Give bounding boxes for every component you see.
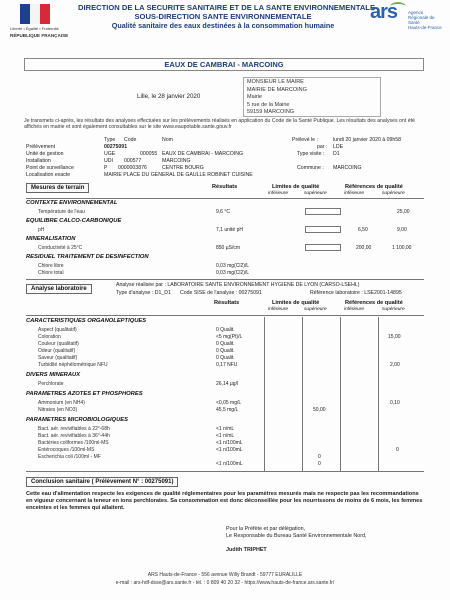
- prelevement-label: Prélèvement: [26, 144, 56, 150]
- param-label: Odeur (qualitatif): [38, 348, 76, 354]
- group-title: RESIDUEL TRAITEMENT DE DESINFECTION: [26, 254, 149, 260]
- point-code: 0000003876: [118, 165, 147, 171]
- header-line-1: DIRECTION DE LA SECURITE SANITAIRE ET DE LA SANTE ENVIRONNEMENTALE: [78, 3, 376, 12]
- param-label: Entérocoques /100ml-MS: [38, 447, 95, 453]
- ars-subtitle-1: Agence Régionale de Santé: [408, 10, 435, 25]
- field-col-result: Résultats: [212, 184, 238, 190]
- param-label: Perchlorate: [38, 381, 64, 387]
- param-label: Bact. aér. revivifiables à 22°-68h: [38, 426, 110, 432]
- group-title: DIVERS MINERAUX: [26, 372, 81, 378]
- param-label: Saveur (qualitatif): [38, 355, 78, 361]
- header-line-3: Qualité sanitaire des eaux destinées à la consommation humaine: [111, 21, 335, 30]
- limit-cell: [305, 226, 341, 233]
- lab-col-ref-low: inférieure: [344, 307, 364, 312]
- field-col-high: supérieure: [304, 191, 327, 196]
- group-title: PARAMETRES MICROBIOLOGIQUES: [26, 417, 128, 423]
- param-label: Ammonium (en NH4): [38, 400, 85, 406]
- limit-cell: [305, 208, 341, 215]
- param-label: Turbidité néphélométrique NFU: [38, 362, 108, 368]
- param-value: 0 Qualit.: [216, 355, 235, 361]
- unite-nom: EAUX DE CAMBRAI - MARCOING: [162, 151, 243, 157]
- param-value: <1 n/100mL: [216, 440, 243, 446]
- group-title: CARACTERISTIQUES ORGANOLEPTIQUES: [26, 318, 147, 324]
- param-value: 0,17 NFU: [216, 362, 238, 368]
- ref-high-value: 9,00: [397, 227, 407, 233]
- limit-high-value: 0: [318, 461, 321, 467]
- param-label: Coloration: [38, 334, 61, 340]
- column-divider: [378, 317, 379, 471]
- param-value: 7,1 unité pH: [216, 227, 243, 233]
- ref-high-value: 1 100,00: [392, 245, 412, 251]
- param-label: pH: [38, 227, 45, 233]
- lab-col-refs: Références de qualité: [345, 300, 403, 306]
- field-col-low: inférieure: [268, 191, 288, 196]
- address-line: 59159 MARCOING: [247, 109, 295, 115]
- param-label: Bact. aér. revivifiables à 36°-44h: [38, 433, 110, 439]
- ref-high-value: 0: [396, 447, 399, 453]
- ref-high-value: 15,00: [388, 334, 401, 340]
- limit-cell: [305, 244, 341, 251]
- lab-type-line: Type d'analyse : D1_D1: [116, 290, 171, 296]
- lab-sise-line: Code SISE de l'analyse : 00275091: [180, 290, 262, 296]
- document-title: EAUX DE CAMBRAI - MARCOING: [24, 58, 424, 71]
- nom-header: Nom: [162, 137, 173, 143]
- param-value: <1 n/100mL: [216, 461, 243, 467]
- lab-col-result: Résultats: [214, 300, 240, 306]
- lab-section-header: Analyse laboratoire: [26, 284, 92, 294]
- ref-low-value: 200,00: [356, 245, 372, 251]
- field-col-ref-high: supérieure: [382, 191, 405, 196]
- footer-contact: e-mail : ars-hdf-dsse@ars.sante.fr - tél. : 0 809 40 20 32 - https://www.hauts-de-france.ars.sante.fr/: [115, 580, 335, 586]
- divider: [26, 198, 424, 199]
- field-col-refs: Références de qualité: [345, 184, 403, 190]
- param-label: Conductivité à 25°C: [38, 245, 83, 251]
- point-nom: CENTRE BOURG: [162, 165, 204, 171]
- field-col-ref-low: inférieure: [344, 191, 364, 196]
- field-col-limits: Limites de qualité: [272, 184, 320, 190]
- signature-line: Pour la Préfète et par délégation,: [226, 526, 306, 532]
- visite-label: Type visite :: [297, 151, 325, 157]
- param-value: 0 Qualit.: [216, 341, 235, 347]
- installation-nom: MARCOING: [162, 158, 191, 164]
- footer-address: ARS Hauts-de-France - 556 avenue Willy Brandt - 59777 EURALILLE: [147, 572, 303, 578]
- ref-high-value: 0,10: [390, 400, 400, 406]
- signature-block: [226, 526, 367, 554]
- ref-high-value: 2,00: [390, 362, 400, 368]
- date-line: Lille, le 28 janvier 2020: [137, 93, 201, 100]
- lab-ref-line: Référence laboratoire : LSE2001-14895: [310, 290, 402, 296]
- lab-col-high: supérieure: [304, 307, 327, 312]
- code-header: Code: [124, 137, 137, 143]
- point-label: Point de surveillance: [26, 165, 74, 171]
- param-value: 0 Qualit.: [216, 348, 235, 354]
- param-value: <1 n/100mL: [216, 447, 243, 453]
- param-value: <5 mg(Pt)/L: [216, 334, 243, 340]
- ref-low-value: 6,50: [358, 227, 368, 233]
- preleve-label: Prélevé le :: [292, 137, 318, 143]
- limit-high-value: 0: [318, 454, 321, 460]
- signatory-name: Judith TRIPHET: [226, 547, 267, 553]
- localisation-label: Localisation exacte: [26, 172, 71, 178]
- recipient-address: [243, 77, 381, 117]
- group-title: PARAMETRES AZOTES ET PHOSPHORES: [26, 391, 143, 397]
- param-value: 9,6 °C: [216, 209, 230, 215]
- installation-type: UDI: [104, 158, 113, 164]
- group-title: CONTEXTE ENVIRONNEMENTAL: [26, 200, 118, 206]
- param-value: <0,05 mg/L: [216, 400, 242, 406]
- param-value: 0,03 mg(Cl2)/L: [216, 270, 250, 276]
- lab-col-ref-high: supérieure: [382, 307, 405, 312]
- commune-label: Commune :: [297, 165, 324, 171]
- param-label: Escherichia coli /100ml - MF: [38, 454, 101, 460]
- unite-code: 000055: [140, 151, 158, 157]
- par-value: LDE: [333, 144, 344, 150]
- ref-high-value: 25,00: [397, 209, 410, 215]
- param-value: 45,5 mg/L: [216, 407, 239, 413]
- installation-label: Installation: [26, 158, 51, 164]
- group-title: MINERALISATION: [26, 236, 76, 242]
- logo-republic: RÉPUBLIQUE FRANÇAISE: [10, 33, 69, 38]
- logo-motto: Liberté • Égalité • Fraternité: [10, 26, 59, 31]
- intro-text: Je transmets ci-après, les résultats des analyses effectuées sur les prélèvements réalisés en application du Code de la Santé Publique. Les résultats des analyses ont été affichés en mairie et sont également consultables sur le site www.eaupotable.sante.gouv.fr: [24, 118, 415, 131]
- ars-subtitle: [408, 10, 444, 30]
- installation-code: 000577: [124, 158, 142, 164]
- conclusion-text: Cette eau d'alimentation respecte les exigences de qualité réglementaires pour les paramètres mesurés mais ne respecte pas les recommandations en vigueur concernant la teneur en ions perchlorates. Sa consommation est donc déconseillée pour les nourrissons de moins de 6 mois, les femmes enceintes et les femmes qui allaitent.: [26, 491, 423, 512]
- par-label: par :: [317, 144, 328, 150]
- signature-line: Le Responsable du Bureau Santé Environnementale Nord,: [226, 533, 367, 539]
- group-title: EQUILIBRE CALCO-CARBONIQUE: [26, 218, 122, 224]
- ars-logo: [368, 2, 444, 28]
- param-label: Nitrates (en NO3): [38, 407, 78, 413]
- commune-value: MARCOING: [333, 165, 362, 171]
- column-divider: [264, 317, 265, 471]
- visite-value: D1: [333, 151, 340, 157]
- type-header: Type: [104, 137, 116, 143]
- param-value: <1 n/mL: [216, 426, 235, 432]
- param-label: Chlore total: [38, 270, 64, 276]
- point-type: P: [104, 165, 108, 171]
- ars-subtitle-2: Hauts-de-France: [408, 25, 442, 30]
- field-section-header: Mesures de terrain: [26, 183, 89, 193]
- flag-icon: [20, 4, 50, 24]
- column-divider: [340, 317, 341, 471]
- divider: [26, 471, 424, 472]
- lab-col-limits: Limites de qualité: [272, 300, 320, 306]
- param-label: Couleur (qualitatif): [38, 341, 79, 347]
- republique-francaise-logo: [10, 4, 70, 40]
- preleve-value: lundi 20 janvier 2020 à 09h58: [333, 137, 402, 143]
- localisation-value: MAIRIE PLACE DU GENERAL DE GAULLE ROBINET CUISINE: [104, 172, 253, 178]
- param-value: 0,03 mg(Cl2)/L: [216, 263, 250, 269]
- param-label: Aspect (qualitatif): [38, 327, 77, 333]
- prelevement-value: 00275091: [104, 144, 128, 150]
- param-value: 0 Qualit.: [216, 327, 235, 333]
- divider: [26, 315, 424, 316]
- unite-label: Unité de gestion: [26, 151, 64, 157]
- column-divider: [302, 317, 303, 471]
- unite-type: UGE: [104, 151, 116, 157]
- limit-high-value: 50,00: [313, 407, 326, 413]
- ars-logo-text: ars: [370, 1, 398, 23]
- param-label: Température de l'eau: [38, 209, 85, 215]
- address-line: MONSIEUR LE MAIRE: [247, 79, 304, 85]
- param-label: Chlore libre: [38, 263, 64, 269]
- signature-line: [226, 540, 367, 547]
- lab-col-low: inférieure: [268, 307, 288, 312]
- param-value: <1 n/mL: [216, 433, 235, 439]
- divider: [26, 279, 424, 280]
- page-header: [78, 3, 376, 30]
- address-line: 5 rue de la Mairie: [247, 101, 290, 108]
- param-value: 850 µS/cm: [216, 245, 241, 251]
- param-label: Bactéries coliformes /100ml-MS: [38, 440, 109, 446]
- param-value: 26,14 µg/l: [216, 381, 239, 387]
- header-line-2: SOUS-DIRECTION SANTE ENVIRONNEMENTALE: [134, 12, 312, 21]
- address-line: MAIRIE DE MARCOING: [247, 86, 307, 93]
- address-line: Mairie: [247, 94, 262, 100]
- conclusion-title: Conclusion sanitaire ( Prélèvement N° : 00275091): [26, 477, 178, 487]
- lab-analysis-line: Analyse réalisée par : LABORATOIRE SANTE ENVIRONNEMENT HYGIENE DE LYON (CARSO-LSEHL): [116, 282, 360, 288]
